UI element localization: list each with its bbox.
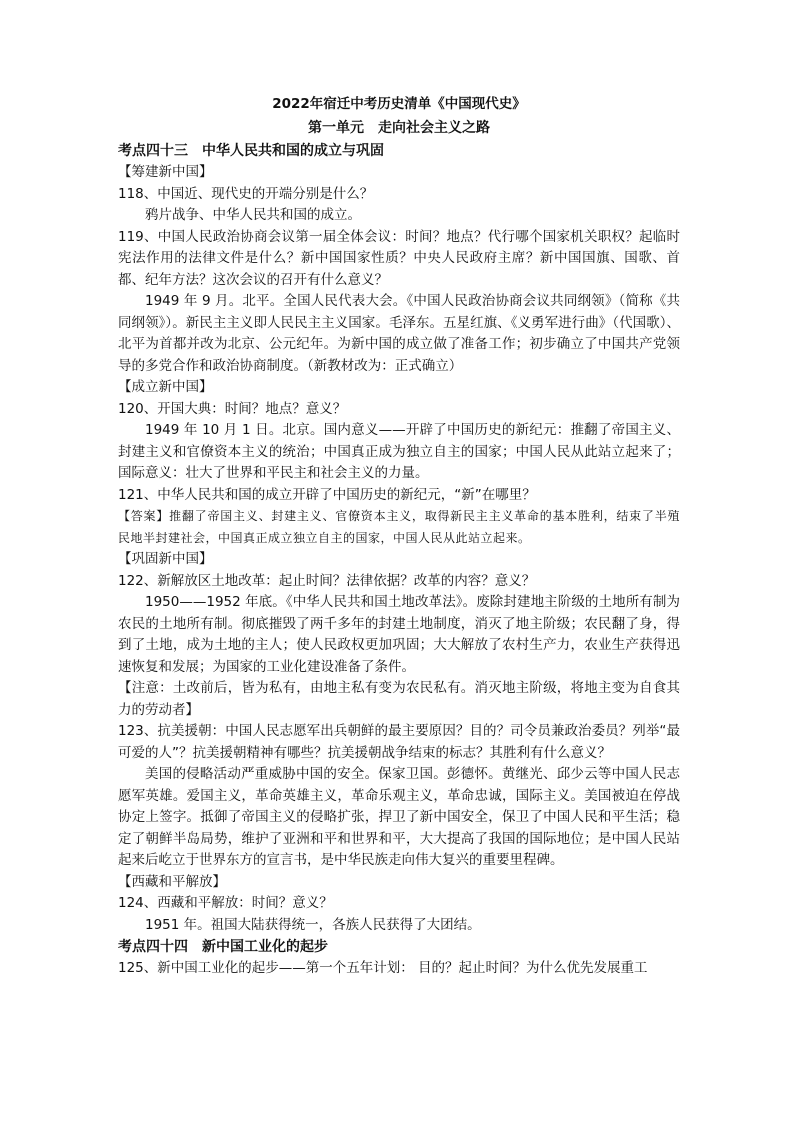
unit-title: 第一单元 走向社会主义之路 (308, 120, 490, 136)
question-121: 121、中华人民共和国的成立开辟了中国历史的新纪元，“新”在哪里？ (118, 486, 536, 503)
answer-122: 1950——1952 年底。《中华人民共和国土地改革法》。废除封建地主阶级的土地所有制为农民的土地所有制。彻底摧毁了两千多年的封建土地制度，消灭了地主阶级；农民翻了身，得到了土地，成为土地的主人；使人民政权更加巩固；大大解放了农村生产力，农业生产获得迅速恢复和发展；为国家的工业化建设准备了条件。 (118, 594, 680, 675)
kaodian-43-title: 考点四十三 中华人民共和国的成立与巩固 (118, 143, 384, 159)
answer-119: 1949 年 9 月。北平。全国人民代表大会。《中国人民政治协商会议共同纲领》（简称《共同纲领》）。新民主主义即人民民主主义国家。毛泽东。五星红旗、《义勇军进行曲》（代国歌）、北平为首都并改为北京、公元纪年。为新中国的成立做了准备工作；初步确立了中国共产党领导的多党合作和政治协商制度。（新教材改为：正式确立） (118, 293, 680, 374)
section-heading-consolidate: 【巩固新中国】 (118, 551, 213, 567)
note-122: 【注意：土改前后，皆为私有，由地主私有变为农民私有。消灭地主阶级，将地主变为自食其力的劳动者】 (118, 680, 680, 718)
answer-121: 【答案】推翻了帝国主义、封建主义、官僚资本主义，取得新民主主义革命的基本胜利，结束了半殖民地半封建社会，中国真正成立独立自主的国家，中国人民从此站立起来。 (118, 509, 680, 545)
question-125: 125、新中国工业化的起步——第一个五年计划： 目的？起止时间？为什么优先发展重工 (118, 960, 648, 976)
question-124: 124、西藏和平解放：时间？意义？ (118, 895, 333, 911)
question-118: 118、中国近、现代史的开端分别是什么？ (118, 185, 374, 202)
question-120: 120、开国大典：时间？地点？意义？ (118, 400, 347, 417)
answer-118: 鸦片战争、中华人民共和国的成立。 (145, 207, 361, 223)
section-heading-tibet: 【西藏和平解放】 (118, 873, 226, 890)
document-page (118, 92, 680, 980)
question-123: 123、抗美援朝：中国人民志愿军出兵朝鲜的最主要原因？目的？司令员兼政治委员？列举“最可爱的人”？抗美援朝精神有哪些？抗美援朝战争结束的标志？其胜利有什么意义？ (118, 723, 680, 761)
answer-124: 1951 年。祖国大陆获得统一，各族人民获得了大团结。 (145, 916, 481, 933)
answer-120: 1949 年 10 月 1 日。北京。国内意义——开辟了中国历史的新纪元：推翻了帝国主义、封建主义和官僚资本主义的统治；中国真正成为独立自主的国家；中国人民从此站立起来了；国际意义：壮大了世界和平民主和社会主义的力量。 (118, 422, 680, 481)
question-119: 119、中国人民政治协商会议第一届全体会议：时间？地点？代行哪个国家机关职权？起临时宪法作用的法律文件是什么？新中国国家性质？中央人民政府主席？新中国国旗、国歌、首都、纪年方法？这次会议的召开有什么意义？ (118, 228, 680, 288)
section-heading-establish: 【筹建新中国】 (118, 164, 213, 180)
kaodian-44-title: 考点四十四 新中国工业化的起步 (118, 939, 328, 955)
section-heading-found: 【成立新中国】 (118, 379, 213, 395)
question-122: 122、新解放区土地改革：起止时间？法律依据？改革的内容？意义？ (118, 572, 536, 589)
document-title: 2022年宿迁中考历史清单《中国现代史》 (272, 96, 526, 112)
answer-123: 美国的侵略活动严重威胁中国的安全。保家卫国。彭德怀。黄继光、邱少云等中国人民志愿军英雄。爱国主义，革命英雄主义，革命乐观主义，革命忠诚，国际主义。美国被迫在停战协定上签字。抵御了帝国主义的侵略扩张，捍卫了新中国安全，保卫了中国人民和平生活；稳定了朝鲜半岛局势，维护了亚洲和平和世界和平，大大提高了我国的国际地位；是中国人民站起来后屹立于世界东方的宣言书，是中华民族走向伟大复兴的重要里程碑。 (118, 766, 680, 868)
